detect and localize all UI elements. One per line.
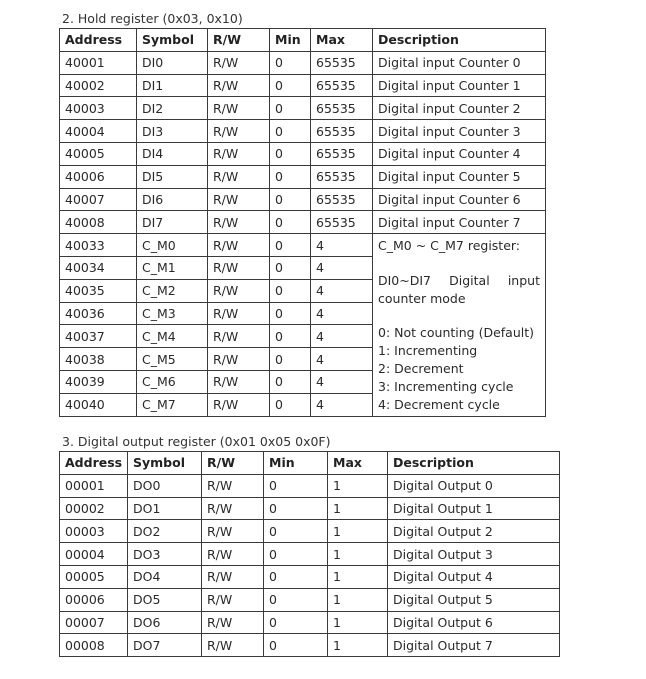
max-cell: 1 bbox=[328, 520, 388, 543]
symbol-cell: C_M0 bbox=[137, 234, 208, 257]
description-cell: Digital input Counter 6 bbox=[373, 188, 546, 211]
mode-option: 1: Incrementing bbox=[378, 343, 478, 359]
min-cell: 0 bbox=[264, 588, 328, 611]
description-cell: Digital input Counter 7 bbox=[373, 211, 546, 234]
max-cell: 65535 bbox=[311, 188, 373, 211]
address-cell: 00006 bbox=[60, 588, 128, 611]
address-cell: 00003 bbox=[60, 520, 128, 543]
address-cell: 00004 bbox=[60, 543, 128, 566]
hold-register-table bbox=[59, 28, 546, 417]
mode-option: 2: Decrement bbox=[378, 361, 464, 377]
table-row bbox=[60, 120, 546, 143]
symbol-cell: DO7 bbox=[128, 634, 202, 657]
max-cell: 4 bbox=[311, 279, 373, 302]
address-cell: 40006 bbox=[60, 165, 137, 188]
max-cell: 4 bbox=[311, 302, 373, 325]
min-cell: 0 bbox=[270, 188, 311, 211]
address-cell: 40001 bbox=[60, 51, 137, 74]
min-cell: 0 bbox=[264, 497, 328, 520]
description-cell: Digital Output 3 bbox=[388, 543, 560, 566]
description-cell: Digital input Counter 1 bbox=[373, 74, 546, 97]
rw-cell: R/W bbox=[208, 51, 270, 74]
max-cell: 1 bbox=[328, 543, 388, 566]
rw-cell: R/W bbox=[202, 611, 264, 634]
description-cell: Digital Output 7 bbox=[388, 634, 560, 657]
symbol-cell: DO5 bbox=[128, 588, 202, 611]
dout-header-row bbox=[60, 452, 560, 475]
table-row bbox=[60, 565, 560, 588]
table-row bbox=[60, 97, 546, 120]
counter-mode-description bbox=[373, 234, 546, 416]
address-cell: 40007 bbox=[60, 188, 137, 211]
rw-cell: R/W bbox=[208, 325, 270, 348]
min-cell: 0 bbox=[264, 634, 328, 657]
description-cell: Digital input Counter 3 bbox=[373, 120, 546, 143]
min-cell: 0 bbox=[270, 120, 311, 143]
address-cell: 40040 bbox=[60, 393, 137, 416]
hold-register-caption: 2. Hold register (0x03, 0x10) bbox=[62, 11, 243, 26]
address-cell: 00002 bbox=[60, 497, 128, 520]
address-cell: 40039 bbox=[60, 370, 137, 393]
min-cell: 0 bbox=[270, 256, 311, 279]
max-cell: 4 bbox=[311, 325, 373, 348]
max-cell: 4 bbox=[311, 370, 373, 393]
spacer bbox=[378, 255, 540, 272]
col-header-address: Address bbox=[60, 29, 137, 52]
mode-option: 0: Not counting (Default) bbox=[378, 325, 535, 341]
max-cell: 4 bbox=[311, 256, 373, 279]
symbol-cell: DI4 bbox=[137, 142, 208, 165]
rw-cell: R/W bbox=[202, 565, 264, 588]
max-cell: 65535 bbox=[311, 51, 373, 74]
address-cell: 40034 bbox=[60, 256, 137, 279]
description-cell: Digital input Counter 0 bbox=[373, 51, 546, 74]
col-header-rw: R/W bbox=[208, 29, 270, 52]
description-cell: Digital Output 6 bbox=[388, 611, 560, 634]
address-cell: 40033 bbox=[60, 234, 137, 257]
address-cell: 40005 bbox=[60, 142, 137, 165]
description-cell: Digital Output 4 bbox=[388, 565, 560, 588]
rw-cell: R/W bbox=[208, 370, 270, 393]
symbol-cell: DO0 bbox=[128, 474, 202, 497]
min-cell: 0 bbox=[264, 565, 328, 588]
min-cell: 0 bbox=[270, 302, 311, 325]
max-cell: 65535 bbox=[311, 74, 373, 97]
table-row bbox=[60, 543, 560, 566]
rw-cell: R/W bbox=[202, 520, 264, 543]
mode-option: 3: Incrementing cycle bbox=[378, 379, 514, 395]
table-row bbox=[60, 165, 546, 188]
symbol-cell: C_M7 bbox=[137, 393, 208, 416]
rw-cell: R/W bbox=[202, 474, 264, 497]
rw-cell: R/W bbox=[202, 543, 264, 566]
col-header-min: Min bbox=[264, 452, 328, 475]
address-cell: 00005 bbox=[60, 565, 128, 588]
min-cell: 0 bbox=[270, 165, 311, 188]
min-cell: 0 bbox=[270, 51, 311, 74]
max-cell: 4 bbox=[311, 393, 373, 416]
description-cell: Digital Output 1 bbox=[388, 497, 560, 520]
address-cell: 00008 bbox=[60, 634, 128, 657]
symbol-cell: DI7 bbox=[137, 211, 208, 234]
address-cell: 00001 bbox=[60, 474, 128, 497]
min-cell: 0 bbox=[270, 97, 311, 120]
min-cell: 0 bbox=[270, 393, 311, 416]
col-header-max: Max bbox=[311, 29, 373, 52]
max-cell: 65535 bbox=[311, 97, 373, 120]
rw-cell: R/W bbox=[208, 120, 270, 143]
col-header-rw: R/W bbox=[202, 452, 264, 475]
spacer bbox=[378, 308, 540, 324]
address-cell: 00007 bbox=[60, 611, 128, 634]
min-cell: 0 bbox=[270, 348, 311, 371]
symbol-cell: C_M5 bbox=[137, 348, 208, 371]
mode-desc-line: counter mode bbox=[378, 291, 466, 307]
symbol-cell: DO3 bbox=[128, 543, 202, 566]
digital-output-table bbox=[59, 451, 560, 657]
min-cell: 0 bbox=[264, 543, 328, 566]
description-cell: Digital Output 0 bbox=[388, 474, 560, 497]
address-cell: 40038 bbox=[60, 348, 137, 371]
address-cell: 40008 bbox=[60, 211, 137, 234]
table-row bbox=[60, 234, 546, 257]
symbol-cell: DI6 bbox=[137, 188, 208, 211]
max-cell: 4 bbox=[311, 234, 373, 257]
col-header-description: Description bbox=[388, 452, 560, 475]
rw-cell: R/W bbox=[202, 634, 264, 657]
description-cell: Digital Output 2 bbox=[388, 520, 560, 543]
max-cell: 65535 bbox=[311, 211, 373, 234]
symbol-cell: C_M4 bbox=[137, 325, 208, 348]
rw-cell: R/W bbox=[202, 497, 264, 520]
col-header-address: Address bbox=[60, 452, 128, 475]
symbol-cell: DI3 bbox=[137, 120, 208, 143]
min-cell: 0 bbox=[264, 520, 328, 543]
symbol-cell: DO4 bbox=[128, 565, 202, 588]
min-cell: 0 bbox=[270, 279, 311, 302]
mode-option: 4: Decrement cycle bbox=[378, 397, 500, 413]
min-cell: 0 bbox=[270, 325, 311, 348]
min-cell: 0 bbox=[270, 211, 311, 234]
symbol-cell: C_M6 bbox=[137, 370, 208, 393]
symbol-cell: DO1 bbox=[128, 497, 202, 520]
symbol-cell: DO6 bbox=[128, 611, 202, 634]
rw-cell: R/W bbox=[202, 588, 264, 611]
rw-cell: R/W bbox=[208, 234, 270, 257]
table-row bbox=[60, 634, 560, 657]
col-header-min: Min bbox=[270, 29, 311, 52]
table-row bbox=[60, 520, 560, 543]
rw-cell: R/W bbox=[208, 165, 270, 188]
rw-cell: R/W bbox=[208, 393, 270, 416]
hold-header-row bbox=[60, 29, 546, 52]
symbol-cell: DO2 bbox=[128, 520, 202, 543]
min-cell: 0 bbox=[270, 370, 311, 393]
address-cell: 40036 bbox=[60, 302, 137, 325]
max-cell: 65535 bbox=[311, 165, 373, 188]
max-cell: 1 bbox=[328, 588, 388, 611]
rw-cell: R/W bbox=[208, 279, 270, 302]
address-cell: 40037 bbox=[60, 325, 137, 348]
address-cell: 40035 bbox=[60, 279, 137, 302]
mode-desc-line: DI0~DI7 Digital input bbox=[378, 273, 540, 289]
rw-cell: R/W bbox=[208, 97, 270, 120]
max-cell: 65535 bbox=[311, 142, 373, 165]
table-row bbox=[60, 611, 560, 634]
symbol-cell: C_M1 bbox=[137, 256, 208, 279]
rw-cell: R/W bbox=[208, 256, 270, 279]
symbol-cell: DI2 bbox=[137, 97, 208, 120]
table-row bbox=[60, 74, 546, 97]
table-row bbox=[60, 497, 560, 520]
description-cell: Digital input Counter 5 bbox=[373, 165, 546, 188]
max-cell: 1 bbox=[328, 497, 388, 520]
min-cell: 0 bbox=[270, 142, 311, 165]
digital-output-caption: 3. Digital output register (0x01 0x05 0x0F) bbox=[62, 434, 331, 449]
symbol-cell: DI5 bbox=[137, 165, 208, 188]
rw-cell: R/W bbox=[208, 302, 270, 325]
max-cell: 1 bbox=[328, 611, 388, 634]
rw-cell: R/W bbox=[208, 74, 270, 97]
symbol-cell: DI1 bbox=[137, 74, 208, 97]
min-cell: 0 bbox=[264, 474, 328, 497]
max-cell: 1 bbox=[328, 474, 388, 497]
address-cell: 40004 bbox=[60, 120, 137, 143]
symbol-cell: C_M3 bbox=[137, 302, 208, 325]
rw-cell: R/W bbox=[208, 211, 270, 234]
col-header-symbol: Symbol bbox=[128, 452, 202, 475]
rw-cell: R/W bbox=[208, 348, 270, 371]
symbol-cell: DI0 bbox=[137, 51, 208, 74]
table-row bbox=[60, 211, 546, 234]
col-header-symbol: Symbol bbox=[137, 29, 208, 52]
rw-cell: R/W bbox=[208, 142, 270, 165]
description-cell: Digital Output 5 bbox=[388, 588, 560, 611]
table-row bbox=[60, 51, 546, 74]
max-cell: 4 bbox=[311, 348, 373, 371]
max-cell: 1 bbox=[328, 634, 388, 657]
min-cell: 0 bbox=[270, 234, 311, 257]
col-header-max: Max bbox=[328, 452, 388, 475]
min-cell: 0 bbox=[264, 611, 328, 634]
table-row bbox=[60, 474, 560, 497]
address-cell: 40002 bbox=[60, 74, 137, 97]
rw-cell: R/W bbox=[208, 188, 270, 211]
mode-desc-title: C_M0 ~ C_M7 register: bbox=[378, 238, 521, 254]
max-cell: 65535 bbox=[311, 120, 373, 143]
min-cell: 0 bbox=[270, 74, 311, 97]
description-cell: Digital input Counter 2 bbox=[373, 97, 546, 120]
max-cell: 1 bbox=[328, 565, 388, 588]
table-row bbox=[60, 142, 546, 165]
symbol-cell: C_M2 bbox=[137, 279, 208, 302]
description-cell: Digital input Counter 4 bbox=[373, 142, 546, 165]
table-row bbox=[60, 188, 546, 211]
col-header-description: Description bbox=[373, 29, 546, 52]
table-row bbox=[60, 588, 560, 611]
address-cell: 40003 bbox=[60, 97, 137, 120]
